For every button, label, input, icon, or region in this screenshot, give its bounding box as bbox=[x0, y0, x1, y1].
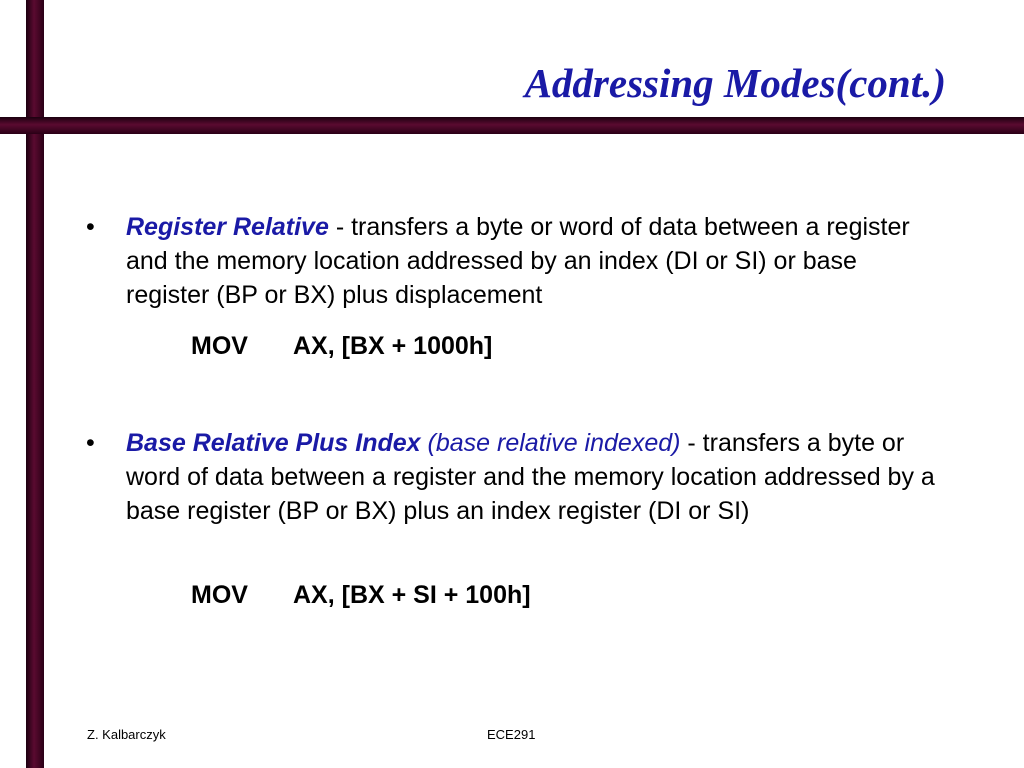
code-example-register-relative bbox=[191, 329, 492, 363]
bullet-description: - transfers a byte or word of data between a register and the memory location addressed by an index (DI or SI) or base register (BP or BX) plus displacement bbox=[126, 213, 910, 309]
bullet-text bbox=[126, 210, 946, 312]
footer-course: ECE291 bbox=[487, 727, 536, 742]
bullet-term: Register Relative bbox=[126, 213, 329, 241]
code-opcode: MOV bbox=[191, 581, 248, 609]
bullet-marker: • bbox=[86, 213, 95, 241]
bullet-marker: • bbox=[86, 429, 95, 457]
code-operands: AX, [BX + 1000h] bbox=[293, 332, 493, 360]
bullet-description: - transfers a byte or word of data between a register and the memory location addressed by a base register (BP or BX) plus an index register (DI or SI) bbox=[126, 429, 935, 525]
bullet-base-relative-plus-index bbox=[86, 426, 946, 528]
bullet-text bbox=[126, 426, 946, 528]
bullet-alias: (base relative indexed) bbox=[420, 429, 681, 457]
bullet-register-relative bbox=[86, 210, 946, 312]
horizontal-frame-bar bbox=[0, 117, 1024, 134]
vertical-frame-bar bbox=[26, 0, 44, 768]
slide-title: Addressing Modes(cont.) bbox=[524, 60, 946, 106]
code-example-base-relative-plus-index bbox=[191, 578, 531, 612]
code-operands: AX, [BX + SI + 100h] bbox=[293, 581, 531, 609]
footer-author: Z. Kalbarczyk bbox=[87, 727, 166, 742]
code-opcode: MOV bbox=[191, 332, 248, 360]
bullet-term: Base Relative Plus Index bbox=[126, 429, 421, 457]
